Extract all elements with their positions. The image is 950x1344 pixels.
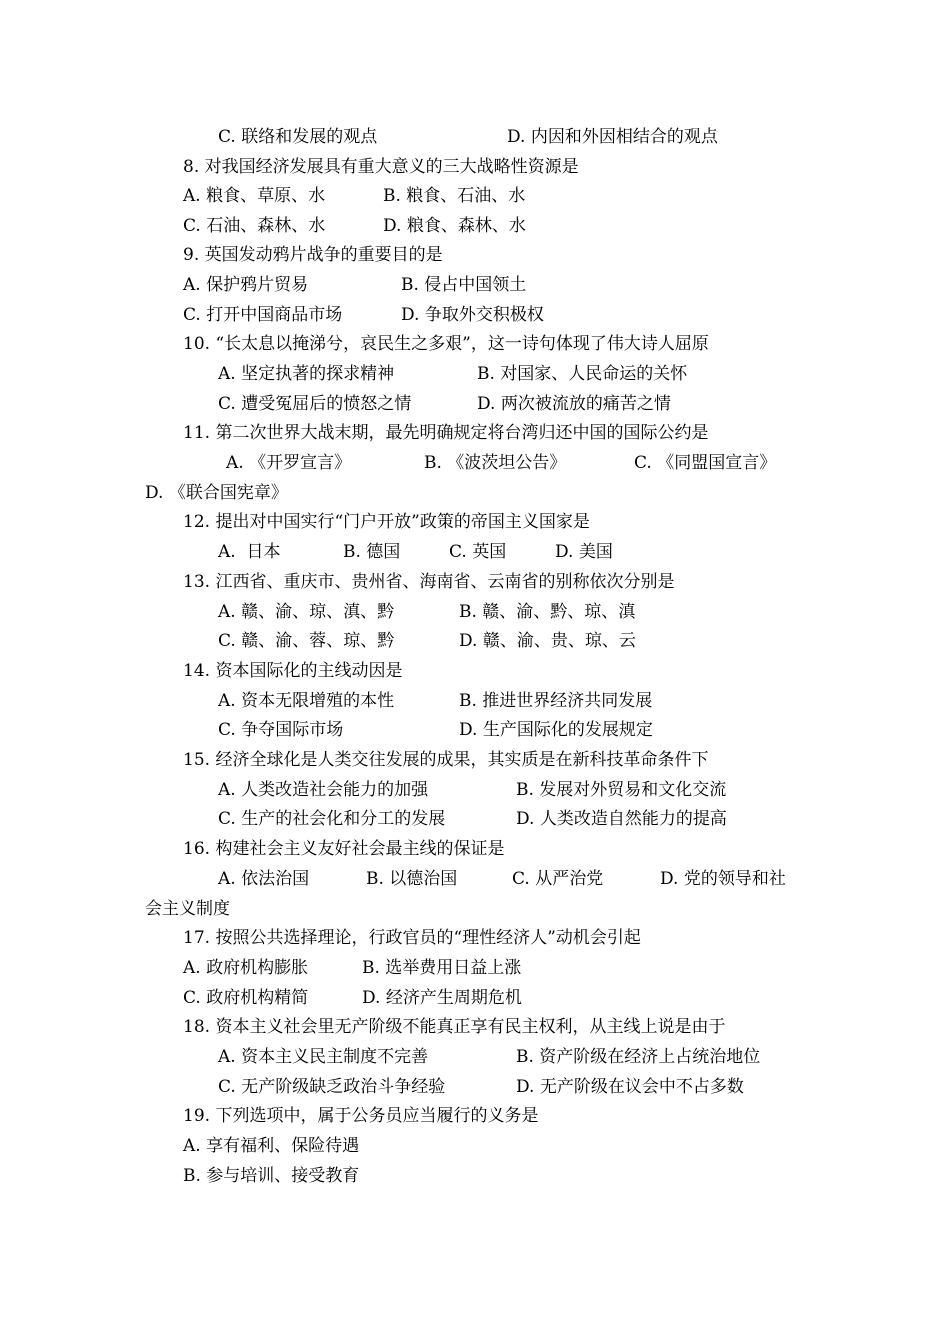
option-a-q19: A. 享有福利、保险待遇 (183, 1136, 360, 1156)
option-a-q12: A. 日本 (218, 542, 281, 562)
option-c-q14: C. 争夺国际市场 (218, 720, 344, 740)
option-c-q16: C. 从严治党 (512, 869, 604, 889)
option-c-q7: C. 联络和发展的观点 (218, 127, 378, 147)
option-d-q15: D. 人类改造自然能力的提高 (516, 809, 727, 829)
option-c-q18: C. 无产阶级缺乏政治斗争经验 (218, 1077, 446, 1097)
option-d-q14: D. 生产国际化的发展规定 (459, 720, 653, 740)
option-d-q18: D. 无产阶级在议会中不占多数 (516, 1077, 744, 1097)
option-b-q17: B. 选举费用日益上涨 (362, 958, 522, 978)
question-13: 13. 江西省、重庆市、贵州省、海南省、云南省的别称依次分别是 (183, 572, 675, 592)
option-d-q16-continued: 会主义制度 (145, 899, 230, 919)
question-14: 14. 资本国际化的主线动因是 (183, 661, 403, 681)
question-10: 10. “长太息以掩涕兮，哀民生之多艰”，这一诗句体现了伟大诗人屈原 (183, 334, 709, 354)
option-b-q13: B. 赣、渝、黔、琼、滇 (459, 602, 636, 622)
option-c-q12: C. 英国 (449, 542, 507, 562)
option-b-q9: B. 侵占中国领土 (401, 275, 527, 295)
option-a-q9: A. 保护鸦片贸易 (183, 275, 309, 295)
option-d-q11: D. 《联合国宪章》 (145, 483, 288, 503)
option-c-q8: C. 石油、森林、水 (183, 216, 326, 236)
option-d-q12: D. 美国 (555, 542, 613, 562)
option-c-q17: C. 政府机构精简 (183, 988, 309, 1008)
option-b-q19: B. 参与培训、接受教育 (183, 1166, 360, 1186)
option-a-q14: A. 资本无限增殖的本性 (218, 691, 395, 711)
option-c-q10: C. 遭受冤屈后的愤怒之情 (218, 394, 412, 414)
option-a-q17: A. 政府机构膨胀 (183, 958, 309, 978)
option-d-q7: D. 内因和外因相结合的观点 (507, 127, 718, 147)
option-d-q13: D. 赣、渝、贵、琼、云 (459, 631, 636, 651)
option-d-q8: D. 粮食、森林、水 (383, 216, 526, 236)
option-a-q18: A. 资本主义民主制度不完善 (218, 1047, 429, 1067)
question-15: 15. 经济全球化是人类交往发展的成果，其实质是在新科技革命条件下 (183, 750, 709, 770)
option-b-q16: B. 以德治国 (366, 869, 458, 889)
option-c-q15: C. 生产的社会化和分工的发展 (218, 809, 446, 829)
option-d-q10: D. 两次被流放的痛苦之情 (477, 394, 671, 414)
option-b-q8: B. 粮食、石油、水 (383, 186, 526, 206)
option-a-q13: A. 赣、渝、琼、滇、黔 (218, 602, 395, 622)
option-b-q11: B. 《波茨坦公告》 (424, 453, 567, 473)
question-19: 19. 下列选项中，属于公务员应当履行的义务是 (183, 1106, 539, 1126)
option-a-q16: A. 依法治国 (218, 869, 310, 889)
question-11: 11. 第二次世界大战末期，最先明确规定将台湾归还中国的国际公约是 (183, 423, 709, 443)
option-c-q11: C. 《同盟国宣言》 (634, 453, 777, 473)
option-d-q9: D. 争取外交积极权 (401, 305, 544, 325)
question-12: 12. 提出对中国实行“门户开放”政策的帝国主义国家是 (183, 512, 590, 532)
option-a-q15: A. 人类改造社会能力的加强 (218, 780, 429, 800)
option-a-q10: A. 坚定执著的探求精神 (218, 364, 395, 384)
option-c-q9: C. 打开中国商品市场 (183, 305, 343, 325)
option-a-q11: A. 《开罗宣言》 (226, 453, 352, 473)
option-c-q13: C. 赣、渝、蓉、琼、黔 (218, 631, 395, 651)
option-b-q12: B. 德国 (343, 542, 401, 562)
option-d-q17: D. 经济产生周期危机 (362, 988, 522, 1008)
question-9: 9. 英国发动鸦片战争的重要目的是 (183, 245, 443, 265)
question-16: 16. 构建社会主义友好社会最主线的保证是 (183, 839, 505, 859)
option-b-q15: B. 发展对外贸易和文化交流 (516, 780, 727, 800)
question-18: 18. 资本主义社会里无产阶级不能真正享有民主权利，从主线上说是由于 (183, 1017, 726, 1037)
question-8: 8. 对我国经济发展具有重大意义的三大战略性资源是 (183, 157, 579, 177)
question-17: 17. 按照公共选择理论，行政官员的“理性经济人”动机会引起 (183, 928, 641, 948)
option-d-q16: D. 党的领导和社 (660, 869, 786, 889)
option-a-q8: A. 粮食、草原、水 (183, 186, 326, 206)
option-b-q18: B. 资产阶级在经济上占统治地位 (516, 1047, 761, 1067)
option-b-q14: B. 推进世界经济共同发展 (459, 691, 653, 711)
option-b-q10: B. 对国家、人民命运的关怀 (477, 364, 688, 384)
